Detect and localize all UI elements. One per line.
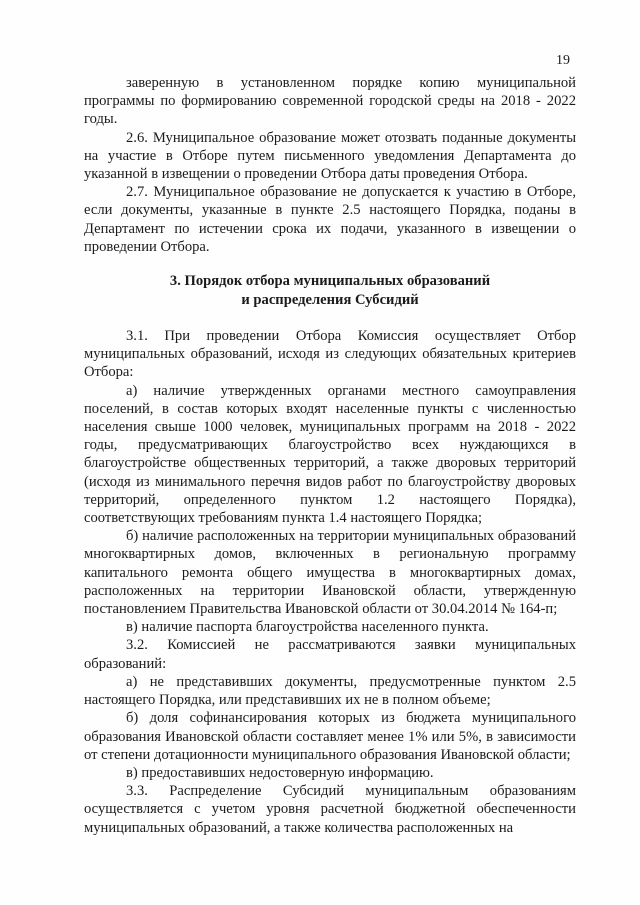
criterion-b: б) наличие расположенных на территории муниципальных образований многоквартирных домов, включенных в региональную программу капитального ремонта общего имущества в многоквартирных домах, расположенных на территории Ивановской области, утвержденную постановлением Правительства Ивановской области от 30.04.2014 № 164-п;: [84, 528, 576, 618]
paragraph-3-2: 3.2. Комиссией не рассматриваются заявки муниципальных образований:: [84, 637, 576, 672]
section-heading: [84, 272, 576, 309]
page-number: 19: [556, 53, 570, 68]
exclusion-v: в) предоставивших недостоверную информацию.: [126, 764, 434, 781]
paragraph-continuation: заверенную в установленном порядке копию муниципальной программы по формированию современной городской среды на 2018 - 2022 годы.: [84, 75, 576, 128]
paragraph-2-6: 2.6. Муниципальное образование может отозвать поданные документы на участие в Отборе путем письменного уведомления Департамента до указанной в извещении о проведении Отбора даты проведения Отбора.: [84, 129, 576, 183]
paragraph-3-1: 3.1. При проведении Отбора Комиссия осуществляет Отбор муниципальных образований, исходя из следующих обязательных критериев Отбора:: [84, 328, 576, 381]
criterion-a: а) наличие утвержденных органами местного самоуправления поселений, в состав которых входят населенные пункты с численностью населения свыше 1000 человек, муниципальных программ на 2018 - 2022 годы, предусматривающих благоустройство всех нуждающихся в благоустройстве общественных территорий, а также дворовых территорий (исходя из минимального перечня видов работ по благоустройству дворовых территорий, определенного пунктом 1.2 настоящего Порядка), соответствующих требованиям пункта 1.4 настоящего Порядка;: [84, 382, 576, 527]
paragraph-3-3: 3.3. Распределение Субсидий муниципальным образованиям осуществляется с учетом уровня расчетной бюджетной обеспеченности муниципальных образований, а также количества расположенных на: [84, 783, 576, 836]
exclusion-a: а) не представивших документы, предусмотренные пунктом 2.5 настоящего Порядка, или представивших их не в полном объеме;: [84, 673, 576, 709]
section-heading-line-2: и распределения Субсидий: [241, 291, 419, 308]
paragraph-2-7: 2.7. Муниципальное образование не допускается к участию в Отборе, если документы, указанные в пункте 2.5 настоящего Порядка, поданы в Департамент по истечении срока их подачи, указанного в извещении о проведении Отбора.: [84, 184, 576, 255]
document-body: [84, 74, 576, 837]
exclusion-b: б) доля софинансирования которых из бюджета муниципального образования Ивановской области составляет менее 1% или 5%, в зависимости от степени дотационности муниципального образования Ивановской области;: [84, 710, 576, 763]
criterion-v: в) наличие паспорта благоустройства населенного пункта.: [126, 619, 489, 636]
section-heading-line-1: 3. Порядок отбора муниципальных образований: [169, 273, 491, 290]
